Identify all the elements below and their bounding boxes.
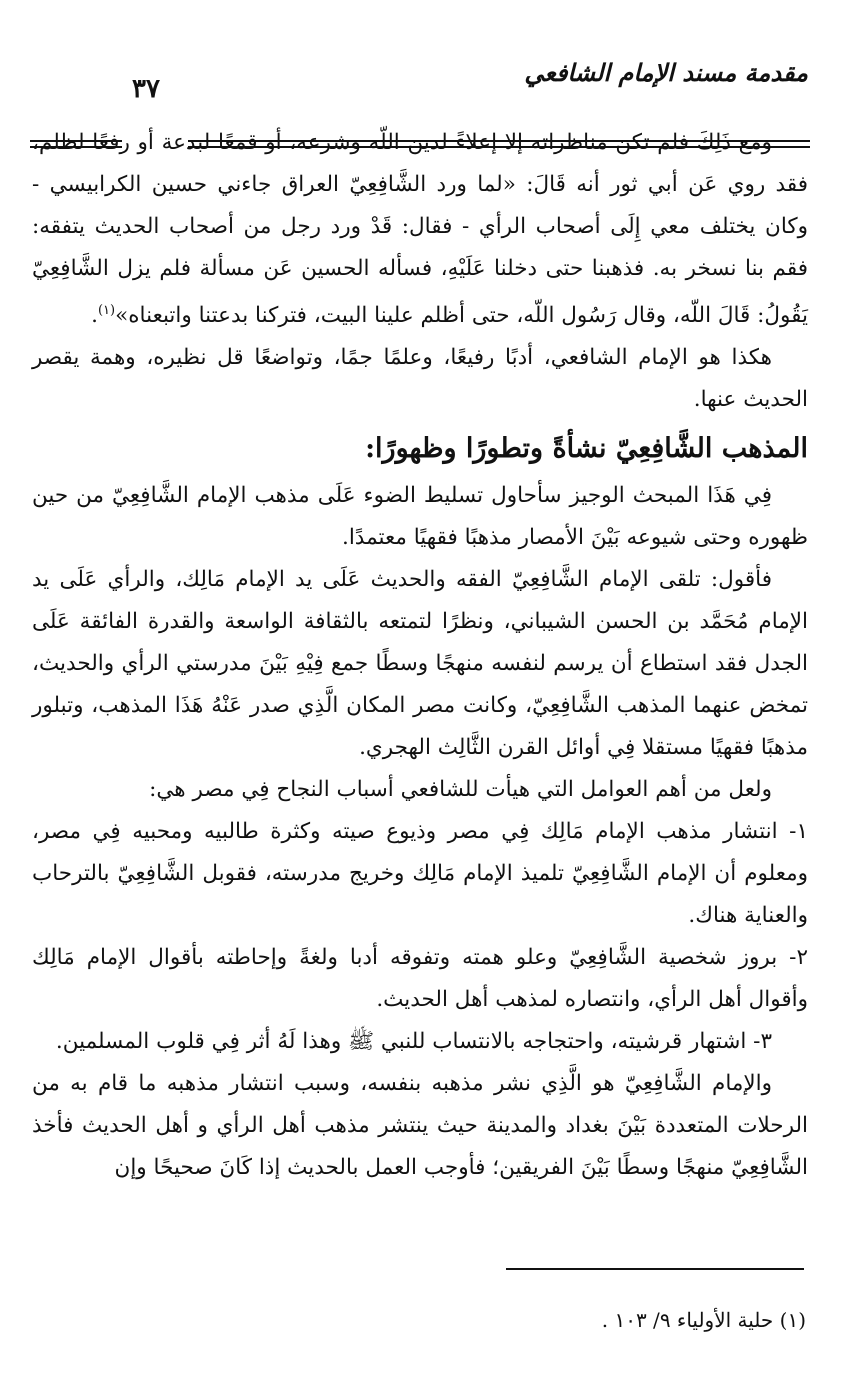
paragraph: ولعل من أهم العوامل التي هيأت للشافعي أسباب النجاح فِي مصر هي: bbox=[149, 777, 772, 803]
list-item: ٢- بروز شخصية الشَّافِعِيّ وعلو همته وتفوقه أدبا ولغةً وإحاطته بأقوال الإمام مَالِك وأقوال أهل الرأي، وانتصاره لمذهب أهل الحديث. bbox=[32, 945, 808, 1013]
paragraph: هكذا هو الإمام الشافعي، أدبًا رفيعًا، وعلمًا جمًا، وتواضعًا قل نظيره، وهمة يقصر الحديث عنها. bbox=[32, 345, 808, 413]
list-item: ٣- اشتهار قرشيته، واحتجاجه بالانتساب للنبي ﷺ وهذا لَهُ أثر فِي قلوب المسلمين. bbox=[55, 1029, 772, 1055]
paragraph: فِي هَذَا المبحث الوجيز سأحاول تسليط الضوء عَلَى مذهب الإمام الشَّافِعِيّ من حين ظهوره وحتى شيوعه بَيْنَ الأمصار مذهبًا فقهيًا معتمدًا. bbox=[32, 483, 808, 551]
paragraph-text: ومع ذَلِكَ فلم تكن مناظراته إلا إعلاءً لدين اللّه وشرعه، أو قمعًا لبدعة أو رفعًا لظلم، فقد روي عَن أبي ثور أنه قَالَ: «لما ورد الشَّافِعِيّ العراق جاءني حسين الكرابيسي - وكان يختلف معي إِلَى أصحاب الرأي - فقال: قَدْ ورد رجل من أصحاب الحديث يتفقه: فقم بنا نسخر به. فذهبنا حتى دخلنا عَلَيْهِ، فسأله الحسين عَن مسألة فلم يزل الشَّافِعِيّ يَقُولُ: قَالَ اللّه، وقال رَسُول اللّه، حتى أظلم علينا البيت، فتركنا بدعتنا واتبعناه» bbox=[32, 130, 809, 329]
running-header bbox=[30, 52, 810, 112]
main-text bbox=[32, 122, 808, 1189]
footnote: (١) حلية الأولياء ٩/ ١٠٣ . bbox=[601, 1308, 806, 1332]
paragraph: والإمام الشَّافِعِيّ هو الَّذِي نشر مذهبه بنفسه، وسبب انتشار مذهبه ما قام به من الرحلات المتعددة بَيْنَ بغداد والمدينة حيث ينتشر مذهب أهل الرأي و أهل الحديث فأخذ الشَّافِعِيّ منهجًا وسطًا بَيْنَ الفريقين؛ فأوجب العمل بالحديث إذا كَانَ صحيحًا وإن bbox=[32, 1071, 808, 1181]
footnote-ref: (١) bbox=[97, 303, 116, 318]
list-item: ١- انتشار مذهب الإمام مَالِك فِي مصر وذيوع صيته وكثرة طالبيه ومحبيه فِي مصر، ومعلوم أن الإمام الشَّافِعِيّ تلميذ الإمام مَالِك وخريج مدرسته، فقوبل الشَّافِعِيّ بالترحاب والعناية هناك. bbox=[32, 819, 808, 929]
section-heading: المذهب الشَّافِعِيّ نشأةً وتطورًا وظهورًا: bbox=[365, 433, 808, 465]
page-number: ٣٧ bbox=[132, 74, 160, 104]
header-title: مقدمة مسند الإمام الشافعي bbox=[524, 58, 808, 87]
paragraph bbox=[32, 122, 808, 337]
paragraph: فأقول: تلقى الإمام الشَّافِعِيّ الفقه والحديث عَلَى يد الإمام مَالِك، والرأي عَلَى يد الإمام مُحَمَّد بن الحسن الشيباني، ونظرًا لتمتعه بالثقافة الواسعة والقدرة الفائقة عَلَى الجدل فقد استطاع أن يرسم لنفسه منهجًا وسطًا جمع فِيْهِ بَيْنَ مدرستي الرأي والحديث، تمخض عنهما المذهب الشَّافِعِيّ، وكانت مصر المكان الَّذِي صدر عَنْهُ هَذَا المذهب، وتبلور مذهبًا فقهيًا مستقلا فِي أوائل القرن الثَّالِث الهجري. bbox=[32, 567, 808, 761]
footnote-separator bbox=[506, 1268, 804, 1270]
paragraph-tail: . bbox=[91, 303, 98, 329]
